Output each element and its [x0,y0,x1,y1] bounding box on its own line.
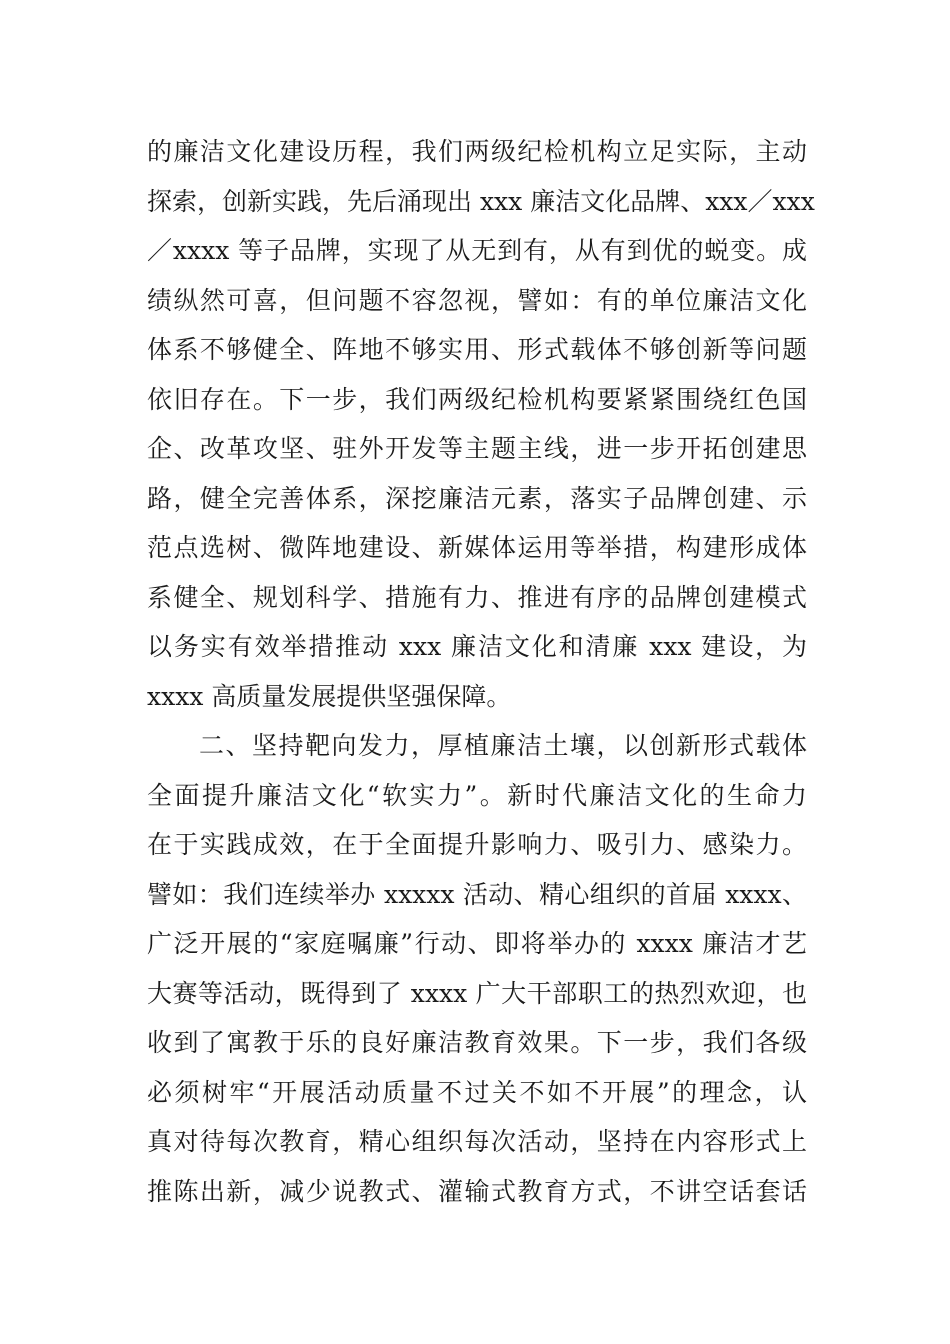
text-line: 真对待每次教育，精心组织每次活动，坚持在内容形式上 [147,1127,807,1156]
text-line: 收到了寓教于乐的良好廉洁教育效果。下一步，我们各级 [147,1028,807,1057]
text-line: 的廉洁文化建设历程，我们两级纪检机构立足实际，主动 [147,137,807,166]
text-line: 系健全、规划科学、措施有力、推进有序的品牌创建模式 [147,582,807,612]
text-line: 体系不够健全、阵地不够实用、形式载体不够创新等问题 [147,335,807,364]
text-line: 范点选树、微阵地建设、新媒体运用等举措，构建形成体 [147,533,807,562]
text-line: 必须树牢“开展活动质量不过关不如不开展”的理念，认 [147,1077,807,1107]
text-line: 企、改革攻坚、驻外开发等主题主线，进一步开拓创建思 [147,434,807,463]
text-line: 绩纵然可喜，但问题不容忽视，譬如：有的单位廉洁文化 [147,285,807,315]
text-line: 以务实有效举措推动 xxx 廉洁文化和清廉 xxx 建设，为 [147,632,807,661]
text-line: 譬如：我们连续举办 xxxxx 活动、精心组织的首届 xxxx、 [147,879,807,909]
body-text [147,127,815,1216]
text-line: 路，健全完善体系，深挖廉洁元素，落实子品牌创建、示 [147,483,807,513]
section-heading-line: 二、坚持靶向发力，厚植廉洁土壤，以创新形式载体 [199,731,807,760]
text-line: 大赛等活动，既得到了 xxxx 广大干部职工的热烈欢迎，也 [147,978,807,1008]
text-line: 探索，创新实践，先后涌现出 xxx 廉洁文化品牌、xxx／xxx [147,186,815,216]
text-line: 全面提升廉洁文化“软实力”。新时代廉洁文化的生命力 [147,780,807,810]
text-line: 依旧存在。下一步，我们两级纪检机构要紧紧围绕红色国 [147,384,807,414]
paragraph-end-line: xxxx 高质量发展提供坚强保障。 [147,681,512,711]
text-line: 推陈出新，减少说教式、灌输式教育方式，不讲空话套话 [147,1176,807,1206]
text-line: ／xxxx 等子品牌，实现了从无到有，从有到优的蜕变。成 [147,236,807,265]
text-line: 在于实践成效，在于全面提升影响力、吸引力、感染力。 [147,830,807,859]
text-line: 广泛开展的“家庭嘱廉”行动、即将举办的 xxxx 廉洁才艺 [147,929,807,958]
